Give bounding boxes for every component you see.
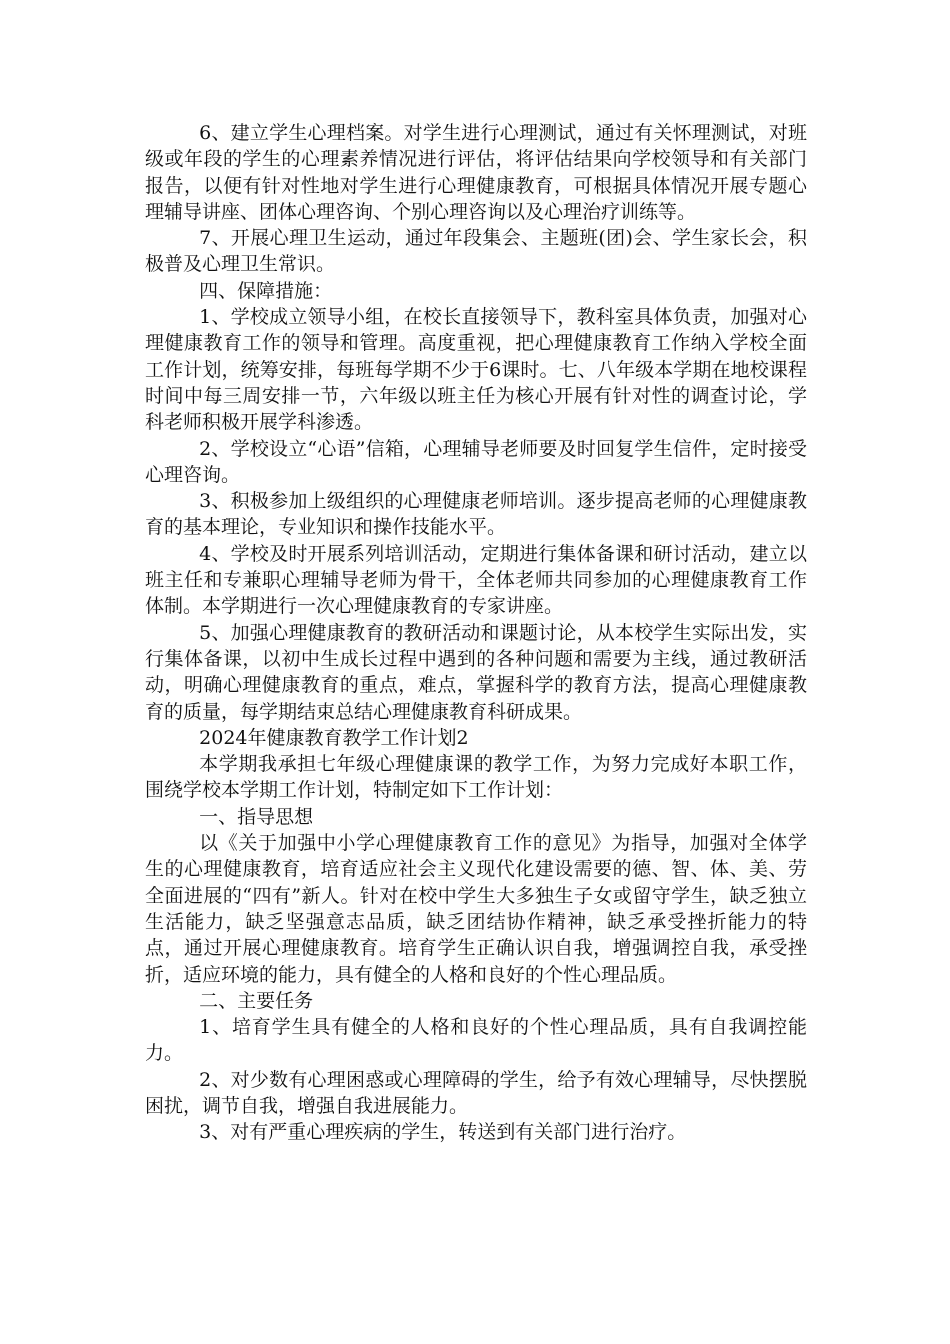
paragraph-guiding-ideas: 以《关于加强中小学心理健康教育工作的意见》为指导，加强对全体学生的心理健康教育，培育适应社会主义现代化建设需要的德、智、体、美、劳全面进展的“四有”新人。针对在校中学生大多独生子女或留守学生，缺乏独立生活能力，缺乏坚强意志品质，缺乏团结协作精神，缺乏承受挫折能力的特点，通过开展心理健康教育。培育学生正确认识自我，增强调控自我，承受挫折，适应环境的能力，具有健全的人格和良好的个性心理品质。 bbox=[145, 832, 807, 986]
paragraph-task-2: 2、对少数有心理困惑或心理障碍的学生，给予有效心理辅导，尽快摆脱困扰，调节自我，增强自我进展能力。 bbox=[145, 1068, 807, 1117]
section-heading-main-tasks: 二、主要任务 bbox=[199, 989, 314, 1012]
document-page bbox=[145, 120, 807, 1146]
paragraph-task-3: 3、对有严重心理疾病的学生，转送到有关部门进行治疗。 bbox=[199, 1121, 687, 1144]
document-subtitle: 2024年健康教育教学工作计划2 bbox=[199, 726, 469, 749]
paragraph-item-7-hygiene: 7、开展心理卫生运动，通过年段集会、主题班(团)会、学生家长会，积极普及心理卫生常识。 bbox=[145, 227, 807, 276]
paragraph-safeguard-1: 1、学校成立领导小组，在校长直接领导下，教科室具体负责，加强对心理健康教育工作的领导和管理。高度重视，把心理健康教育工作纳入学校全面工作计划，统筹安排，每班每学期不少于6课时。七、八年级本学期在地校课程时间中每三周安排一节，六年级以班主任为核心开展有针对性的调查讨论，学科老师积极开展学科渗透。 bbox=[145, 306, 807, 434]
paragraph-safeguard-5: 5、加强心理健康教育的教研活动和课题讨论，从本校学生实际出发，实行集体备课，以初中生成长过程中遇到的各种问题和需要为主线，通过教研活动，明确心理健康教育的重点，难点，掌握科学的教育方法，提高心理健康教育的质量，每学期结束总结心理健康教育科研成果。 bbox=[145, 621, 807, 723]
paragraph-safeguard-3: 3、积极参加上级组织的心理健康老师培训。逐步提高老师的心理健康教育的基本理论，专业知识和操作技能水平。 bbox=[145, 490, 807, 539]
paragraph-task-1: 1、培育学生具有健全的人格和良好的个性心理品质，具有自我调控能力。 bbox=[145, 1016, 807, 1065]
paragraph-intro: 本学期我承担七年级心理健康课的教学工作，为努力完成好本职工作，围绕学校本学期工作计划，特制定如下工作计划： bbox=[145, 753, 807, 802]
paragraph-safeguard-4: 4、学校及时开展系列培训活动，定期进行集体备课和研讨活动，建立以班主任和专兼职心理辅导老师为骨干，全体老师共同参加的心理健康教育工作体制。本学期进行一次心理健康教育的专家讲座。 bbox=[145, 542, 807, 618]
paragraph-item-6-archive: 6、建立学生心理档案。对学生进行心理测试，通过有关怀理测试，对班级或年段的学生的心理素养情况进行评估，将评估结果向学校领导和有关部门报告，以便有针对性地对学生进行心理健康教育，可根据具体情况开展专题心理辅导讲座、团体心理咨询、个别心理咨询以及心理治疗训练等。 bbox=[145, 122, 807, 223]
paragraph-safeguard-2: 2、学校设立“心语”信箱，心理辅导老师要及时回复学生信件，定时接受心理咨询。 bbox=[145, 437, 807, 486]
section-heading-guiding-ideas: 一、指导思想 bbox=[199, 805, 314, 828]
section-heading-safeguards: 四、保障措施： bbox=[199, 279, 333, 302]
